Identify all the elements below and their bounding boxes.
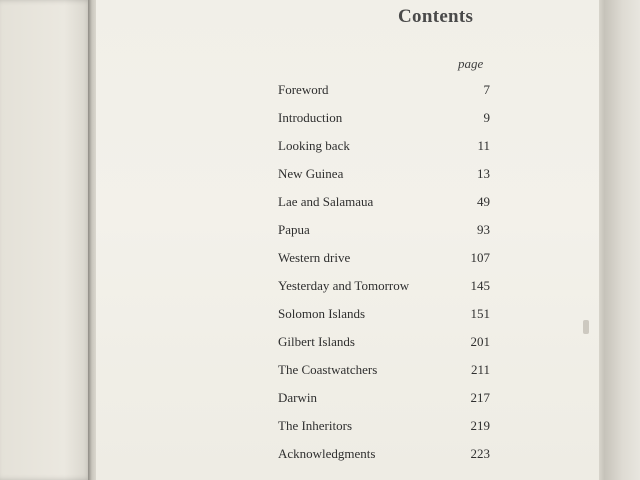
table-of-contents <box>278 80 490 476</box>
toc-entry-title: Solomon Islands <box>278 306 366 321</box>
toc-entry-looking-back <box>278 136 490 164</box>
toc-entry-page: 217 <box>470 390 490 405</box>
left-page <box>0 0 92 480</box>
toc-entry-title: The Coastwatchers <box>278 362 378 377</box>
toc-entry-title: The Inheritors <box>278 418 353 433</box>
toc-entry-lae-and-salamaua <box>278 192 490 220</box>
toc-entry-title: Darwin <box>278 390 317 405</box>
toc-entry-page: 223 <box>470 446 490 461</box>
page-smudge <box>583 320 589 334</box>
toc-entry-page: 9 <box>483 110 490 125</box>
toc-entry-title: Western drive <box>278 250 351 265</box>
toc-entry-page: 211 <box>470 362 490 377</box>
toc-entry-foreword <box>278 80 490 108</box>
page-column-label: page <box>458 56 484 71</box>
toc-entry-the-coastwatchers <box>278 360 490 388</box>
toc-entry-title: New Guinea <box>278 166 344 181</box>
toc-entry-gilbert-islands <box>278 332 490 360</box>
toc-entry-page: 13 <box>477 166 490 181</box>
toc-entry-page: 49 <box>477 194 490 209</box>
toc-entry-introduction <box>278 108 490 136</box>
toc-entry-papua <box>278 220 490 248</box>
toc-entry-page: 219 <box>470 418 490 433</box>
toc-entry-title: Yesterday and Tomorrow <box>278 278 410 293</box>
toc-entry-page: 93 <box>477 222 490 237</box>
toc-entry-title: Introduction <box>278 110 343 125</box>
contents-heading: Contents <box>398 6 474 27</box>
toc-entry-page: 107 <box>470 250 490 265</box>
toc-entry-solomon-islands <box>278 304 490 332</box>
toc-entry-title: Foreword <box>278 82 329 97</box>
toc-entry-page: 7 <box>483 82 490 97</box>
toc-entry-title: Lae and Salamaua <box>278 194 374 209</box>
background-surface <box>605 0 640 480</box>
toc-entry-title: Gilbert Islands <box>278 334 355 349</box>
toc-entry-the-inheritors <box>278 416 490 444</box>
toc-entry-page: 151 <box>470 306 490 321</box>
toc-entry-new-guinea <box>278 164 490 192</box>
toc-entry-yesterday-and-tomorrow <box>278 276 490 304</box>
toc-entry-title: Looking back <box>278 138 350 153</box>
toc-entry-acknowledgments <box>278 444 490 472</box>
toc-entry-darwin <box>278 388 490 416</box>
toc-entry-title: Acknowledgments <box>278 446 376 461</box>
toc-entry-page: 145 <box>470 278 490 293</box>
toc-entry-title: Papua <box>278 222 310 237</box>
toc-entry-page: 201 <box>470 334 490 349</box>
toc-entry-page: 11 <box>477 138 490 153</box>
toc-entry-western-drive <box>278 248 490 276</box>
